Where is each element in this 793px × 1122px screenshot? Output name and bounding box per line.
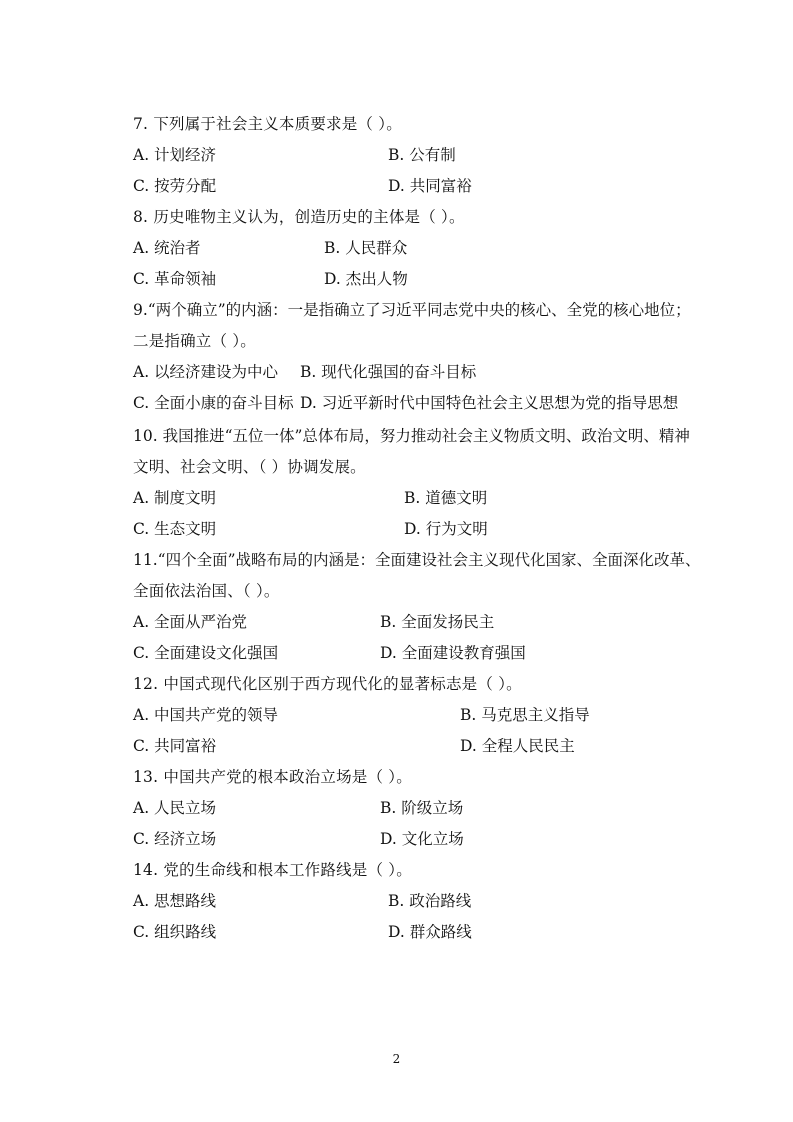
question-12-option-b: B. 马克思主义指导 (460, 706, 590, 724)
question-11-stem-line-2: 全面依法治国、（ ）。 (133, 582, 280, 600)
question-8-stem: 8. 历史唯物主义认为，创造历史的主体是（ ）。 (133, 208, 465, 226)
question-11-option-d: D. 全面建设教育强国 (380, 644, 526, 662)
question-10-option-a: A. 制度文明 (133, 489, 217, 507)
question-9-stem-line-2: 二是指确立（ ）。 (133, 332, 256, 350)
question-12-stem: 12. 中国式现代化区别于西方现代化的显著标志是（ ）。 (133, 675, 522, 693)
question-10-option-b: B. 道德文明 (404, 489, 488, 507)
question-7-option-d: D. 共同富裕 (388, 177, 472, 195)
question-8-option-d: D. 杰出人物 (324, 270, 408, 288)
question-13-stem: 13. 中国共产党的根本政治立场是（ ）。 (133, 768, 412, 786)
question-8-option-b: B. 人民群众 (324, 239, 408, 257)
question-11-option-a: A. 全面从严治党 (133, 613, 248, 631)
question-13-option-d: D. 文化立场 (380, 830, 464, 848)
question-7-stem: 7. 下列属于社会主义本质要求是（ ）。 (133, 115, 402, 133)
question-9-option-b: B. 现代化强国的奋斗目标 (300, 363, 477, 381)
question-14-stem: 14. 党的生命线和根本工作路线是（ ）。 (133, 861, 412, 879)
question-14-option-b: B. 政治路线 (388, 892, 472, 910)
question-9-option-c: C. 全面小康的奋斗目标 (133, 394, 294, 412)
question-13-option-c: C. 经济立场 (133, 830, 217, 848)
question-14-option-d: D. 群众路线 (388, 923, 472, 941)
question-10-stem-line-1: 10. 我国推进“五位一体”总体布局，努力推动社会主义物质文明、政治文明、精神 (133, 427, 690, 445)
question-11-stem-line-1: 11.“四个全面”战略布局的内涵是：全面建设社会主义现代化国家、全面深化改革、 (133, 551, 701, 569)
question-14-option-c: C. 组织路线 (133, 923, 217, 941)
question-7-option-a: A. 计划经济 (133, 146, 217, 164)
question-7-option-c: C. 按劳分配 (133, 177, 217, 195)
question-12-option-a: A. 中国共产党的领导 (133, 706, 279, 724)
page-number: 2 (392, 1052, 401, 1066)
question-13-option-a: A. 人民立场 (133, 799, 217, 817)
question-9-option-d: D. 习近平新时代中国特色社会主义思想为党的指导思想 (300, 394, 679, 412)
question-12-option-d: D. 全程人民民主 (460, 737, 575, 755)
question-11-option-b: B. 全面发扬民主 (380, 613, 495, 631)
question-12-option-c: C. 共同富裕 (133, 737, 217, 755)
question-7-option-b: B. 公有制 (388, 146, 456, 164)
question-8-option-c: C. 革命领袖 (133, 270, 217, 288)
question-11-option-c: C. 全面建设文化强国 (133, 644, 279, 662)
question-14-option-a: A. 思想路线 (133, 892, 217, 910)
question-8-option-a: A. 统治者 (133, 239, 201, 257)
question-13-option-b: B. 阶级立场 (380, 799, 464, 817)
question-10-option-c: C. 生态文明 (133, 520, 217, 538)
question-10-stem-line-2: 文明、社会文明、（ ）协调发展。 (133, 458, 366, 476)
question-9-stem-line-1: 9.“两个确立”的内涵：一是指确立了习近平同志党中央的核心、全党的核心地位； (133, 301, 691, 319)
question-10-option-d: D. 行为文明 (404, 520, 488, 538)
question-9-option-a: A. 以经济建设为中心 (133, 363, 279, 381)
